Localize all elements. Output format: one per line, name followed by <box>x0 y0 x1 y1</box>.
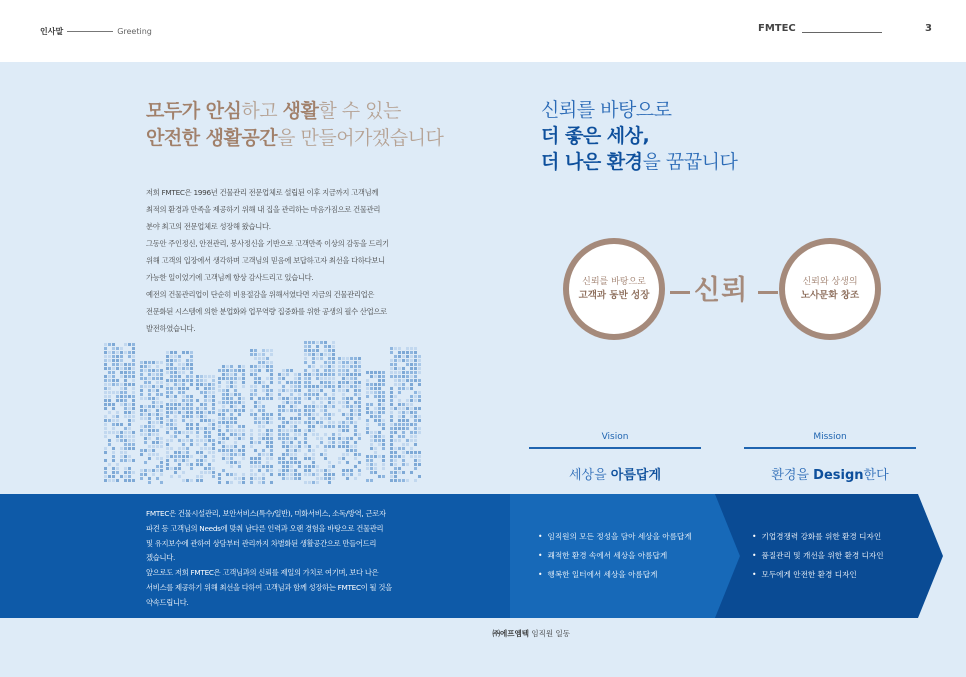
section-title-ko: 인사말 <box>40 27 64 36</box>
body-line: 최적의 환경과 만족을 제공하기 위해 내 집을 관리하는 마음가짐으로 건물관리 <box>146 205 381 214</box>
building <box>140 361 163 484</box>
mission-statement-emph: Design <box>813 468 864 483</box>
city-skyline-illustration <box>100 335 430 495</box>
vision-label: Vision <box>601 432 629 442</box>
vision-bullet: • 쾌적한 환경 속에서 세상을 아름답게 <box>538 546 692 565</box>
body-line: 위해 고객의 입장에서 생각하며 고객님의 믿음에 보답하고자 최선을 다하다보니 <box>146 256 385 265</box>
mission-label: Mission <box>813 432 847 442</box>
signature <box>0 628 570 639</box>
mission-statement <box>744 464 916 483</box>
company-intro <box>146 507 431 611</box>
headline-emph-1: 모두가 안심 <box>146 100 242 122</box>
vision-statement <box>529 464 701 483</box>
vision-statement-emph: 아름답게 <box>610 468 662 483</box>
intro-line: 서비스를 제공하기 위해 최선을 다하여 고객님과 함께 성장하는 FMTEC이 될 것을 <box>146 582 392 592</box>
mission-rule <box>744 447 916 449</box>
trust-keyword: 신뢰 <box>694 275 749 306</box>
growth-circle-bottom: 고객과 동반 성장 <box>578 290 650 301</box>
vision-statement-text: 세상을 <box>568 468 611 483</box>
vision-headline <box>541 97 737 175</box>
mission-bullet: • 기업경쟁력 강화를 위한 환경 디자인 <box>752 527 884 546</box>
body-line: 발전하였습니다. <box>146 324 196 333</box>
building <box>250 349 273 484</box>
signature-company: ㈜에프엠텍 <box>492 629 529 638</box>
connector-right <box>758 291 778 294</box>
headline-line-1 <box>146 98 443 125</box>
vision-headline-text: 을 꿈꿉니다 <box>642 151 738 173</box>
building <box>304 341 335 484</box>
vision-headline-emph-2: 더 나은 환경 <box>541 151 643 173</box>
headline-text-2: 할 수 있는 <box>318 100 401 122</box>
mission-statement-text-2: 한다 <box>863 468 889 483</box>
section-title-en: Greeting <box>117 27 152 36</box>
building <box>218 365 245 484</box>
headline-line-2 <box>146 125 443 152</box>
culture-circle-bottom: 노사문화 창조 <box>800 290 860 301</box>
connector-left <box>670 291 690 294</box>
vision-headline-line-2 <box>541 123 737 149</box>
building <box>338 357 361 480</box>
intro-line: 앞으로도 저희 FMTEC은 고객님과의 신뢰를 제일의 가치로 여기며, 보다 나은 <box>146 568 379 578</box>
body-line: 분야 최고의 전문업체로 성장해 왔습니다. <box>146 222 271 231</box>
building <box>166 351 193 482</box>
vision-bullets <box>538 527 692 584</box>
culture-circle <box>779 238 881 340</box>
mission-bullet: • 품질관리 및 개선을 위한 환경 디자인 <box>752 546 884 565</box>
intro-line: FMTEC은 건물시설관리, 보안서비스(특수/일반), 미화서비스, 소독/방역, 근로자 <box>146 509 386 518</box>
vision-headline-line-1: 신뢰를 바탕으로 <box>541 99 672 121</box>
header-rule-left <box>67 31 113 32</box>
band-end <box>943 494 966 618</box>
intro-line: 겠습니다. <box>146 553 176 563</box>
growth-circle-top: 신뢰를 바탕으로 <box>582 277 646 287</box>
vision-headline-line-3 <box>541 149 737 175</box>
building <box>278 369 301 480</box>
section-label <box>40 26 152 37</box>
page-header <box>0 0 966 62</box>
greeting-body <box>146 184 424 337</box>
vision-bullet: • 행복한 일터에서 세상을 아름답게 <box>538 565 692 584</box>
header-rule-right <box>802 32 882 33</box>
building <box>366 371 385 482</box>
culture-circle-top: 신뢰와 상생의 <box>802 277 858 287</box>
brand-label <box>758 23 882 34</box>
body-line: 전문화된 시스템에 의한 분업화와 업무역량 집중화를 위한 공생의 필수 산업으로 <box>146 307 387 316</box>
body-line: 예전의 건물관리업이 단순히 비용절감을 위해서였다면 지금의 건물관리업은 <box>146 290 375 299</box>
mission-bullet: • 모두에게 안전한 환경 디자인 <box>752 565 884 584</box>
mission-bullets <box>752 527 884 584</box>
building <box>104 343 135 482</box>
growth-circle-inner <box>569 244 659 334</box>
building <box>390 347 421 482</box>
headline-emph-3: 안전한 생활공간 <box>146 127 278 149</box>
growth-circle <box>563 238 665 340</box>
headline-text-1: 하고 <box>241 100 283 122</box>
headline-emph-2: 생활 <box>282 100 319 122</box>
page-number: 3 <box>925 23 932 34</box>
body-line: 가능한 일이었기에 고객님께 항상 감사드리고 있습니다. <box>146 273 314 282</box>
vision-bullet: • 임직원의 모든 정성을 담아 세상을 아름답게 <box>538 527 692 546</box>
intro-line: 및 유지보수에 관하여 상담부터 관리까지 차별화된 생활공간으로 만들어드리 <box>146 538 377 548</box>
vision-headline-emph-1: 더 좋은 세상, <box>541 125 650 147</box>
body-line: 그동안 주인정신, 안전관리, 봉사정신을 기반으로 고객만족 이상의 감동을 드리기 <box>146 239 389 248</box>
vision-rule <box>529 447 701 449</box>
brand-name: FMTEC <box>758 23 796 34</box>
body-line: 저희 FMTEC은 1996년 건물관리 전문업체로 설립된 이후 지금까지 고객님께 <box>146 188 379 197</box>
building <box>196 375 215 482</box>
intro-line: 약속드립니다. <box>146 597 189 607</box>
signature-staff: 임직원 일동 <box>529 629 570 638</box>
headline-text-3: 을 만들어가겠습니다 <box>277 127 444 149</box>
intro-line: 파견 등 고객님의 Needs에 맞춰 남다른 인력과 오랜 경험을 바탕으로 건물관리 <box>146 523 384 533</box>
greeting-headline <box>146 98 443 152</box>
culture-circle-inner <box>785 244 875 334</box>
mission-statement-text-1: 환경을 <box>771 468 814 483</box>
